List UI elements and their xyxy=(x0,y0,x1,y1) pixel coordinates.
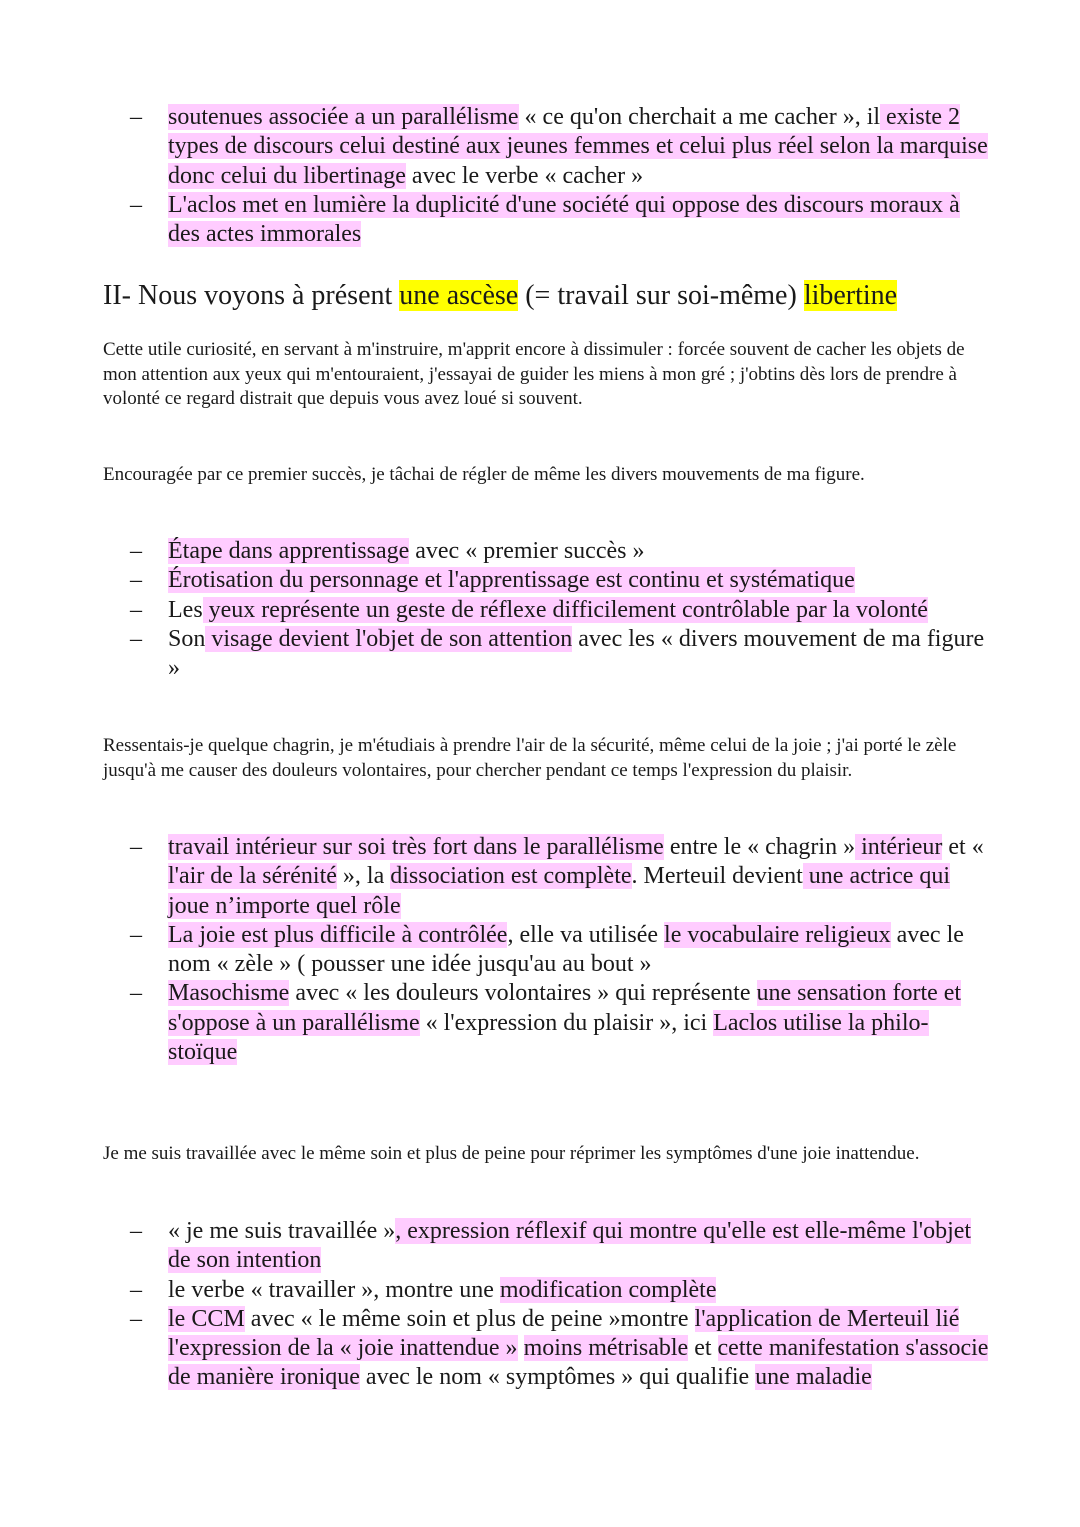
text-run: « ce qu'on cherchait a me cacher », il xyxy=(518,104,881,130)
list-item xyxy=(130,537,990,566)
highlighted-text: l'air de la sérénité xyxy=(168,863,337,890)
highlighted-text: une sensation forte et s'oppose à un parallélisme xyxy=(168,980,962,1036)
highlighted-text: une actrice qui joue n’importe quel rôle xyxy=(168,863,951,919)
highlighted-text: modification complète xyxy=(499,1276,717,1303)
bullet-list-4 xyxy=(130,1217,990,1393)
text-run: « je me suis travaillée » xyxy=(168,1218,396,1244)
highlighted-text: intérieur xyxy=(855,834,943,860)
text-run: avec le verbe « cacher » xyxy=(405,162,644,189)
highlighted-text: cette manifestation s'associe de manière ironique xyxy=(168,1335,989,1391)
list-item xyxy=(130,1217,990,1276)
highlighted-text: yeux représente un geste de réflexe difficilement contrôlable par la volonté xyxy=(202,596,928,623)
text-run: (= travail sur soi-même) xyxy=(518,280,804,311)
bullet-list-2 xyxy=(130,537,990,683)
dash-bullet-icon: – xyxy=(130,1218,142,1244)
highlighted-text: Étape dans apprentissage xyxy=(168,538,410,564)
text-run: et xyxy=(688,1335,718,1362)
text-run: avec les « divers mouvement de ma figure » xyxy=(168,625,985,682)
text-run: Les xyxy=(168,596,203,623)
highlighted-text: Laclos utilise la philo-stoïque xyxy=(168,1009,929,1066)
text-run: avec le nom « zèle » ( pousser une idée jusqu'au au bout » xyxy=(168,921,964,978)
dash-bullet-icon: – xyxy=(130,1305,142,1332)
highlighted-text: existe xyxy=(880,104,943,130)
highlighted-text: moins métrisable xyxy=(523,1335,689,1362)
text-run xyxy=(518,1335,524,1361)
dash-bullet-icon: – xyxy=(130,567,142,594)
highlighted-text: soutenues associée a un parallélisme xyxy=(168,104,519,130)
dash-bullet-icon: – xyxy=(130,596,142,623)
text-run: « l'expression du plaisir », ici xyxy=(419,1009,714,1036)
dash-bullet-icon: – xyxy=(130,1276,142,1303)
list-item xyxy=(130,979,990,1067)
highlighted-text: dissociation est complète xyxy=(390,863,632,890)
quote-paragraph-2: Encouragée par ce premier succès, je tâchai de régler de même les divers mouvements de ma figure. xyxy=(103,464,865,485)
bullet-list-1 xyxy=(130,103,990,249)
list-item xyxy=(130,596,990,625)
highlighted-text: l'application de Merteuil lié l'expression de la « joie inattendue » xyxy=(168,1305,960,1362)
highlighted-text: 2 types de discours celui destiné aux jeunes femmes et celui plus réel selon la marquise donc celui du libertinage xyxy=(168,104,988,189)
list-item xyxy=(130,191,990,250)
text-run: avec « le même soin et plus de peine »montre xyxy=(244,1305,695,1332)
dash-bullet-icon: – xyxy=(130,538,142,564)
highlighted-text: La joie est plus difficile à contrôlée xyxy=(168,921,508,948)
quote-paragraph-1: Cette utile curiosité, en servant à m'instruire, m'apprit encore à dissimuler : forcée souvent de cacher les objets de mon attention aux yeux qui m'entouraient, j'essayai de guider les miens à mon gré ; j'obtins dès lors de prendre à volonté ce regard distrait que depuis vous avez loué si souvent. xyxy=(103,339,965,409)
highlighted-text: une maladie xyxy=(755,1364,872,1391)
dash-bullet-icon: – xyxy=(130,104,142,130)
quote-paragraph-4: Je me suis travaillée avec le même soin et plus de peine pour réprimer les symptômes d'une joie inattendue. xyxy=(103,1143,920,1164)
quote-paragraph-3: Ressentais-je quelque chagrin, je m'étudiais à prendre l'air de la sécurité, même celui de la joie ; j'ai porté le zèle jusqu'à me causer des douleurs volontaires, pour chercher pendant ce temps l'expression du plaisir. xyxy=(103,735,957,781)
text-run: avec « premier succès » xyxy=(409,538,645,564)
highlighted-text: Érotisation du personnage et l'apprentissage est continu et systématique xyxy=(168,567,855,594)
text-run: », la xyxy=(336,863,391,890)
text-run: entre le « chagrin » xyxy=(663,834,856,860)
text-run: , elle va utilisée xyxy=(507,921,665,948)
text-run: . Merteuil devient xyxy=(631,863,803,890)
highlighted-text: libertine xyxy=(803,280,898,311)
list-item xyxy=(130,1305,990,1393)
list-item xyxy=(130,103,990,191)
highlighted-text: travail intérieur sur soi très fort dans le parallélisme xyxy=(168,834,664,860)
section-heading xyxy=(103,279,897,313)
text-run: avec le nom « symptômes » qui qualifie xyxy=(359,1364,756,1391)
highlighted-text: Masochisme xyxy=(168,980,290,1007)
list-item xyxy=(130,1276,990,1305)
highlighted-text: visage devient l'objet de son attention xyxy=(205,625,573,652)
highlighted-text: , expression réflexif qui montre qu'elle est elle-même l'objet de son intention xyxy=(168,1218,972,1274)
list-item xyxy=(130,566,990,595)
dash-bullet-icon: – xyxy=(130,625,142,652)
dash-bullet-icon: – xyxy=(130,980,142,1007)
dash-bullet-icon: – xyxy=(130,921,142,948)
bullet-list-3 xyxy=(130,833,990,1067)
text-run: avec « les douleurs volontaires » qui représente xyxy=(289,980,757,1007)
list-item xyxy=(130,921,990,980)
highlighted-text: L'aclos met en lumière la duplicité d'une société qui oppose des discours moraux à des actes immorales xyxy=(168,191,960,248)
text-run: II- Nous voyons à présent xyxy=(103,280,400,311)
text-run: le verbe « travailler », montre une xyxy=(168,1276,500,1303)
dash-bullet-icon: – xyxy=(130,191,142,218)
list-item xyxy=(130,833,990,921)
dash-bullet-icon: – xyxy=(130,834,142,860)
highlighted-text: le vocabulaire religieux xyxy=(664,921,891,948)
list-item xyxy=(130,625,990,684)
text-run: et « xyxy=(942,834,984,860)
text-run: Son xyxy=(168,625,206,652)
highlighted-text: le CCM xyxy=(168,1305,245,1332)
highlighted-text: une ascèse xyxy=(399,280,519,311)
